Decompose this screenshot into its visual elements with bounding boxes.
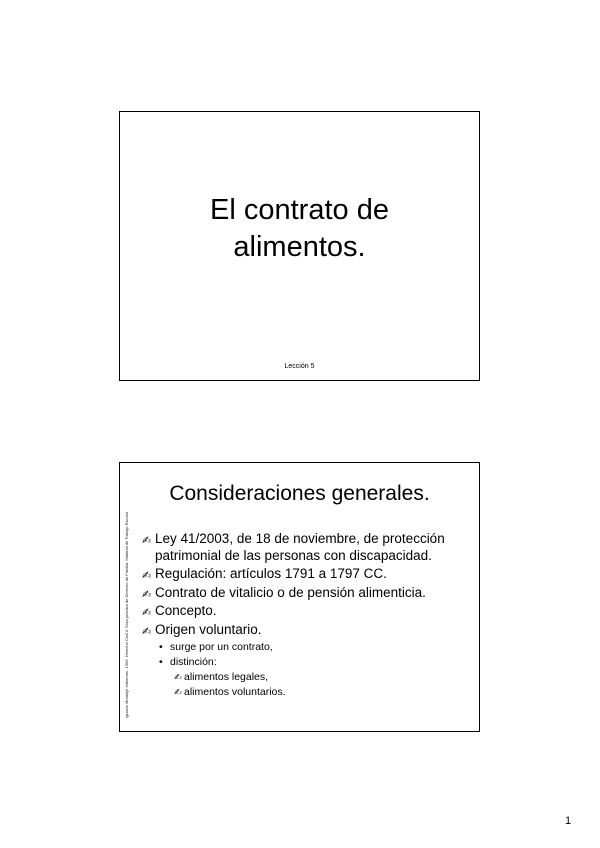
writing-hand-icon: ✍ <box>142 587 152 601</box>
bullet-dot-icon: • <box>159 656 163 668</box>
bullet-concepto <box>142 603 472 620</box>
writing-hand-icon: ✍ <box>142 534 152 547</box>
sub-sub-bullet-legales-text: alimentos legales, <box>184 671 269 683</box>
bullet-concepto-text: Concepto. <box>155 603 217 618</box>
sub-sub-bullet-voluntarios-text: alimentos voluntarios. <box>184 686 286 698</box>
bullet-dot-icon: • <box>159 641 163 653</box>
writing-hand-icon: ✍ <box>174 688 182 698</box>
sub-bullet-distincion-text: distinción: <box>170 656 217 668</box>
slide-2 <box>119 462 480 732</box>
bullet-origen-text: Origen voluntario. <box>155 621 262 637</box>
bullet-contrato-text: Contrato de vitalicio o de pensión alimenticia. <box>155 584 426 600</box>
bullet-ley-line-2: patrimonial de las personas con discapacidad. <box>155 547 432 563</box>
bullet-ley-line-1: Ley 41/2003, de 18 de noviembre, de protección <box>155 531 445 546</box>
slide-1-footer: Lección 5 <box>284 363 315 370</box>
slide-1-title-line-1: El contrato de <box>210 194 389 226</box>
writing-hand-icon: ✍ <box>142 624 152 638</box>
slide-1-title <box>120 192 479 266</box>
slide-1-title-line-2: alimentos. <box>233 231 366 263</box>
bullet-contrato <box>142 585 472 602</box>
slide-2-title: Consideraciones generales. <box>169 482 430 505</box>
writing-hand-icon: ✍ <box>142 569 152 582</box>
slide-2-side-note: Ignacio Moralejo Imbernón. 1999. Derecho Civil II. Guía práctica de Derecho de Familia. Material de Trabajo Escolar <box>124 511 129 718</box>
sub-sub-bullet-voluntarios <box>142 685 472 700</box>
bullet-regulacion-text: Regulación: artículos 1791 a 1797 CC. <box>155 566 387 581</box>
sub-bullet-distincion <box>142 655 472 670</box>
writing-hand-icon: ✍ <box>174 673 182 683</box>
bullet-origen <box>142 622 472 639</box>
sub-bullet-contrato <box>142 640 472 655</box>
slide-2-content <box>142 531 472 700</box>
writing-hand-icon: ✍ <box>142 606 152 619</box>
slide-1 <box>119 111 480 381</box>
sub-sub-bullet-legales <box>142 670 472 685</box>
page-number: 1 <box>565 815 572 827</box>
bullet-regulacion <box>142 566 472 583</box>
sub-bullet-contrato-text: surge por un contrato, <box>170 641 273 653</box>
bullet-ley <box>142 531 472 564</box>
